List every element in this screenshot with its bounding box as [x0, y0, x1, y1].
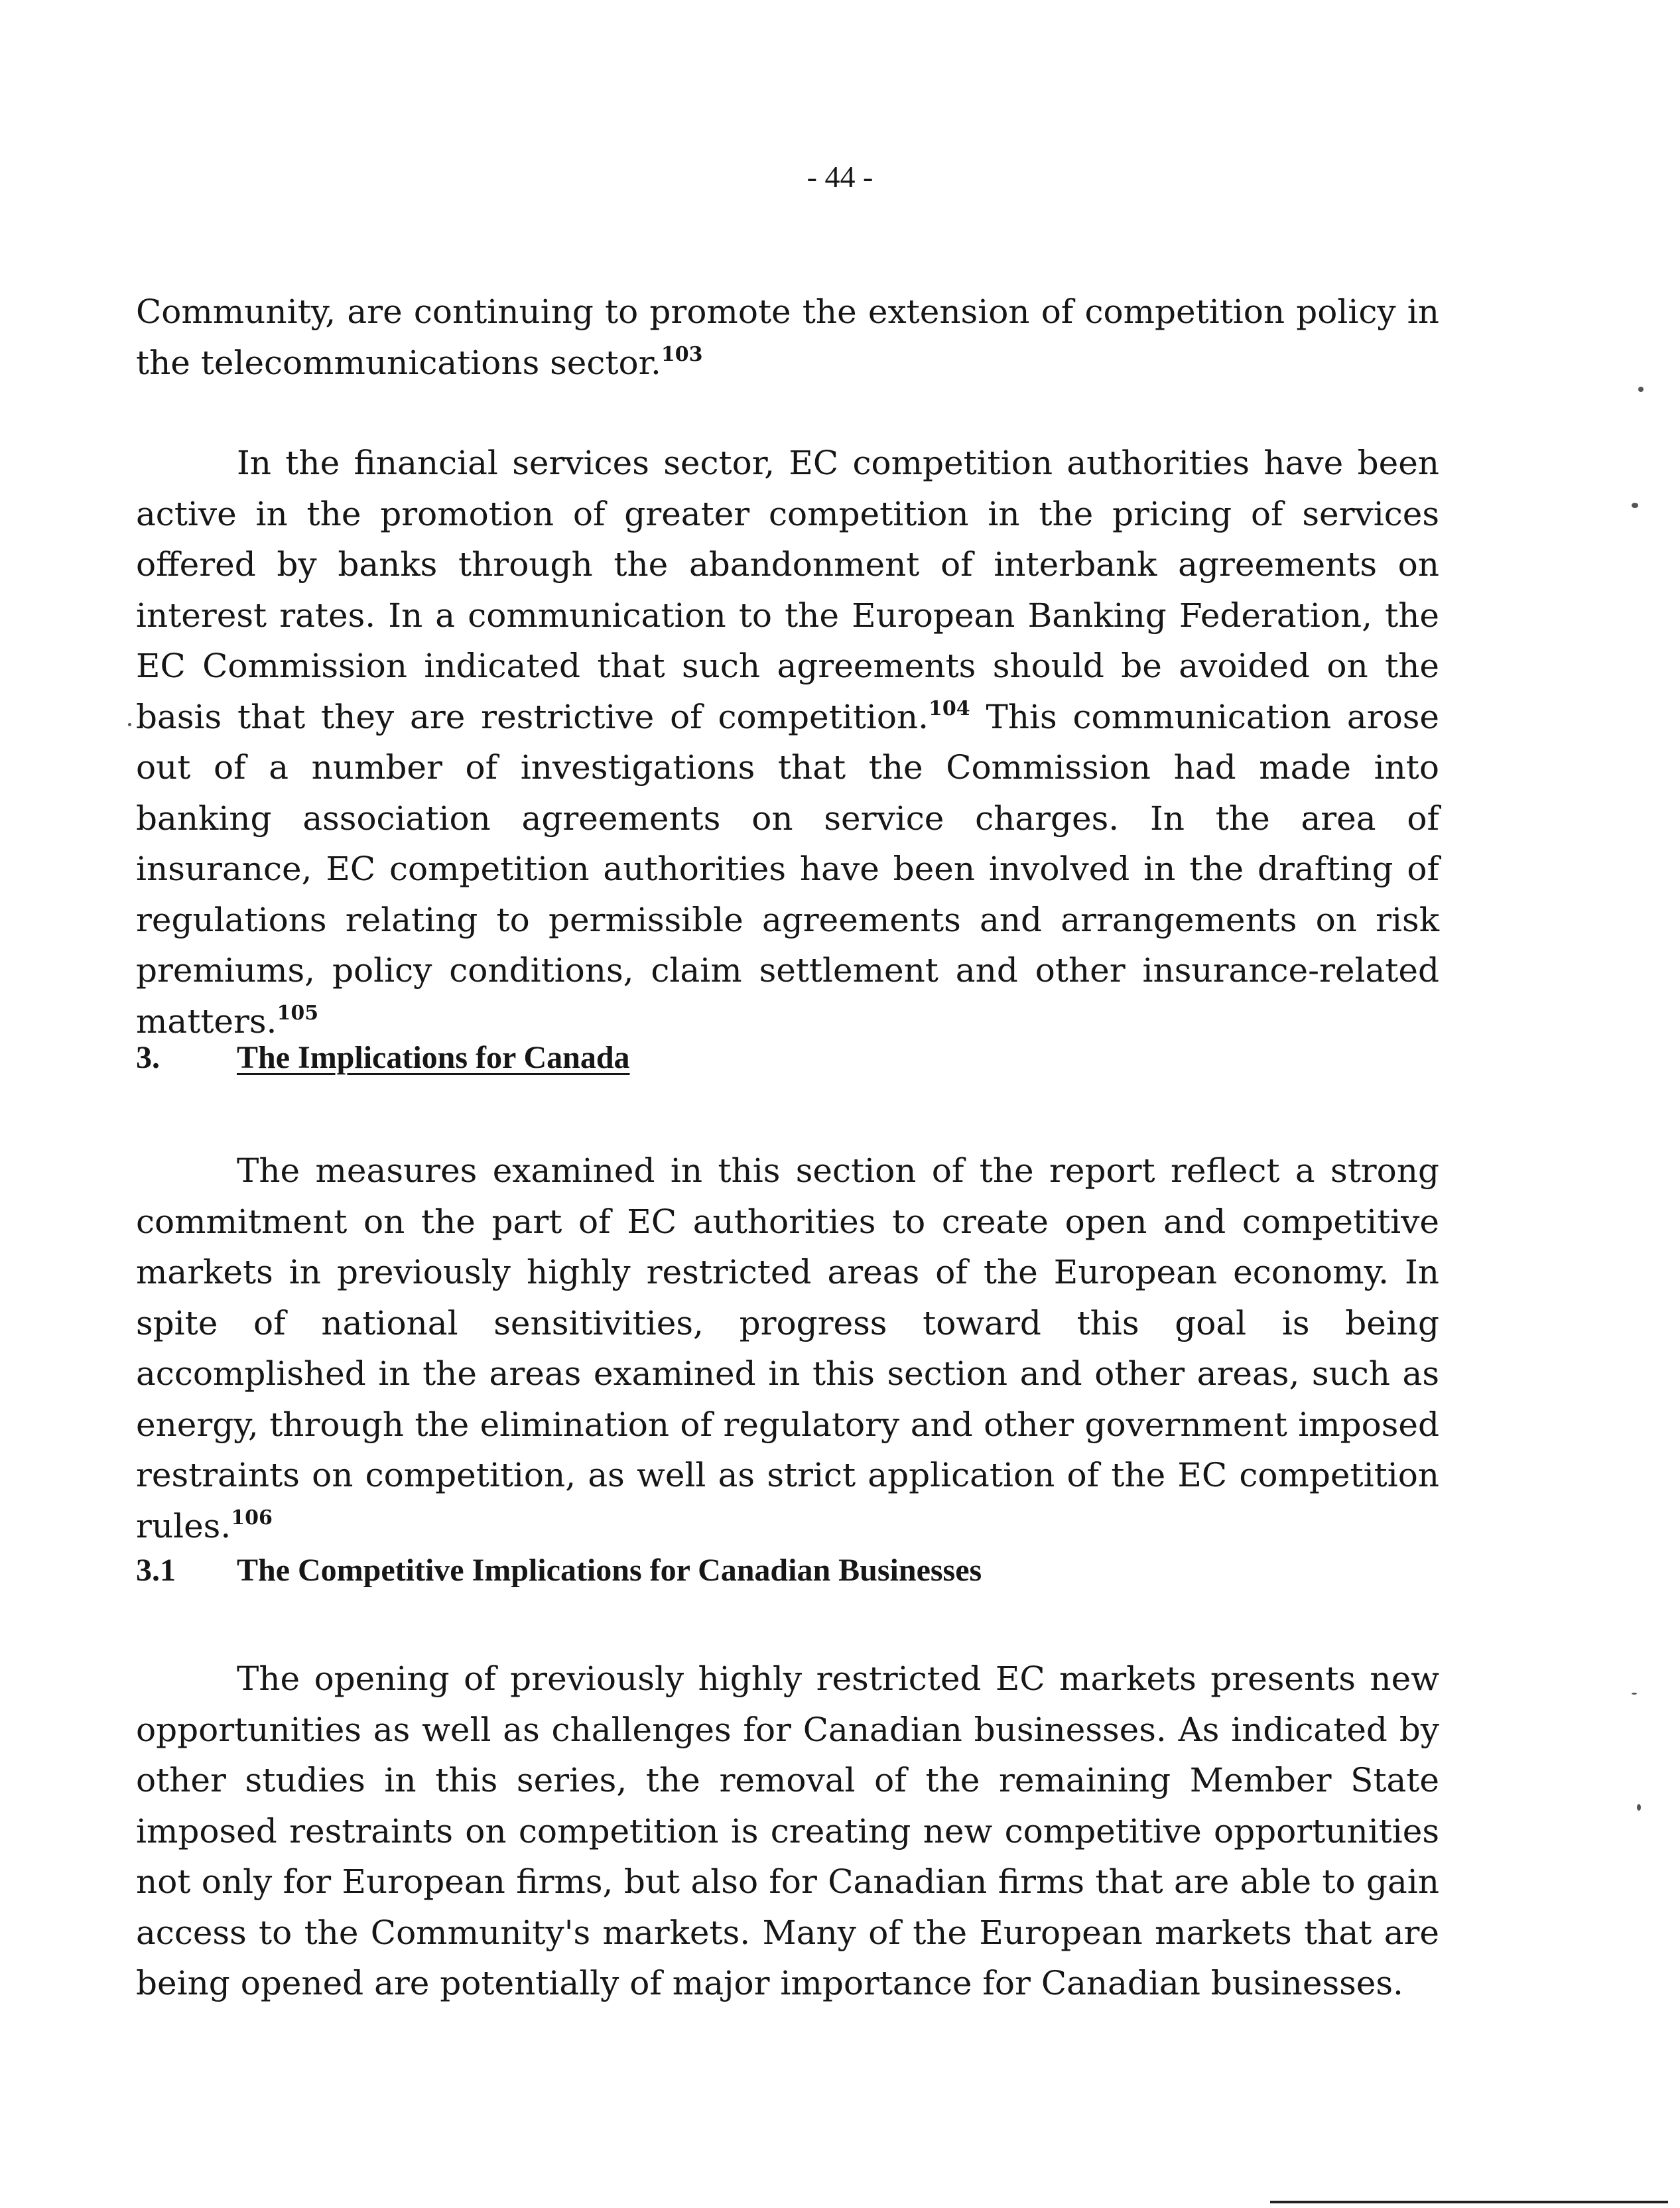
paragraph-canadian-businesses: [136, 1654, 1439, 2009]
scan-speck: [1637, 1804, 1641, 1811]
page-number: - 44 -: [807, 160, 873, 194]
paragraph-text: The measures examined in this section of the report reflect a strong commitment on the part of EC authorities to create open and competitive markets in previously highly restricted areas of the European economy. In spite of national sensitivities, progress toward this goal is being accomplished in the areas examined in this section and other areas, such as energy, through the elimination of regulatory and other government imposed restraints on competition, as well as strict application of the EC competition rules.: [136, 1151, 1439, 1545]
paragraph-text: The opening of previously highly restricted EC markets presents new opportunities as well as challenges for Canadian businesses. As indicated by other studies in this series, the removal of the remaining Member State imposed restraints on competition is creating new competitive opportunities not only for European firms, but also for Canadian firms that are able to gain access to the Community's markets. Many of the European markets that are being opened are potentially of major importance for Canadian businesses.: [136, 1659, 1439, 2002]
section-heading-3-1: [136, 1552, 982, 1589]
paragraph-text: In the financial services sector, EC competition authorities have been active in the promotion of greater competition in the pricing of services offered by banks through the abandonment of interbank agreements on interest rates. In a communication to the European Banking Federation, the EC Commission indicated that such agreements should be avoided on the basis that they are restrictive of competition.: [136, 444, 1439, 736]
footnote-ref-105: 105: [277, 1001, 319, 1025]
paragraph-text: This communication arose out of a number of investigations that the Commission had made into banking association agreements on service charges. In the area of insurance, EC competition authorities have been involved in the drafting of regulations relating to permissible agreements and arrangements on risk premiums, policy conditions, claim settlement and other insurance-related matters.: [136, 697, 1439, 1041]
footnote-ref-106: 106: [231, 1506, 273, 1529]
scan-speck: [1632, 503, 1638, 508]
paragraph-text: Community, are continuing to promote the extension of competition policy in the telecommunications sector.: [136, 292, 1439, 382]
section-heading-3: [136, 1039, 630, 1076]
footnote-ref-104: 104: [929, 696, 970, 720]
section-title: The Implications for Canada: [237, 1040, 630, 1075]
scan-edge-line: [1270, 2201, 1668, 2203]
section-number: 3.1: [136, 1553, 176, 1588]
paragraph-telecom-continued: [136, 287, 1439, 388]
scan-speck: [1632, 1693, 1637, 1695]
section-title: The Competitive Implications for Canadian Businesses: [237, 1553, 982, 1588]
paragraph-implications: [136, 1145, 1439, 1551]
paragraph-financial-services: [136, 438, 1439, 1047]
footnote-ref-103: 103: [661, 342, 703, 366]
scan-speck: [128, 723, 131, 726]
scan-speck: [1638, 387, 1644, 392]
section-number: 3.: [136, 1040, 160, 1075]
